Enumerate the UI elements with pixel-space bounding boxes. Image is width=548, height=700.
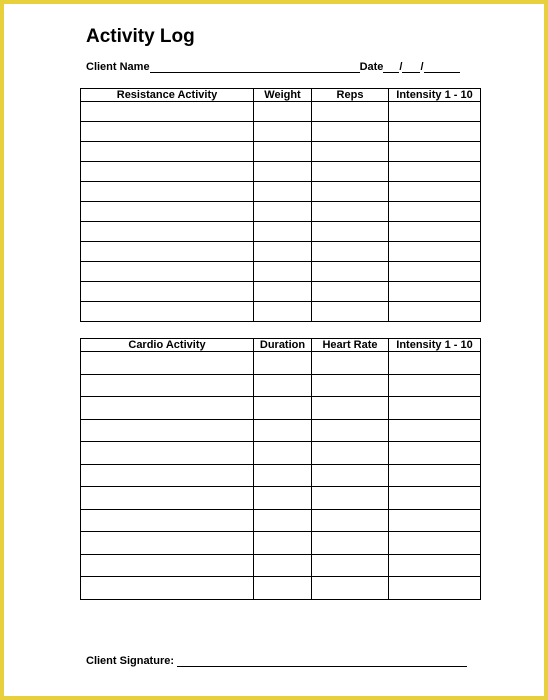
table-cell[interactable] [81,142,254,162]
date-month-field[interactable] [383,63,399,73]
table-header-row [81,89,481,102]
table-cell[interactable] [389,202,481,222]
table-cell[interactable] [81,102,254,122]
table-cell[interactable] [81,577,254,600]
table-cell[interactable] [254,577,312,600]
table-cell[interactable] [312,419,389,442]
header-heart-rate: Heart Rate [312,339,389,352]
table-cell[interactable] [81,374,254,397]
header-weight: Weight [254,89,312,102]
table-cell[interactable] [312,202,389,222]
table-cell[interactable] [389,419,481,442]
table-cell[interactable] [312,262,389,282]
table-cell[interactable] [254,464,312,487]
table-cell[interactable] [389,142,481,162]
table-cell[interactable] [81,554,254,577]
header-duration: Duration [254,339,312,352]
table-cell[interactable] [312,442,389,465]
table-row [81,374,481,397]
table-row [81,282,481,302]
table-cell[interactable] [312,122,389,142]
table-cell[interactable] [254,262,312,282]
table-row [81,142,481,162]
table-cell[interactable] [254,397,312,420]
table-row [81,262,481,282]
table-cell[interactable] [254,102,312,122]
table-row [81,397,481,420]
header-cardio-activity: Cardio Activity [81,339,254,352]
table-cell[interactable] [389,222,481,242]
table-cell[interactable] [389,182,481,202]
table-cell[interactable] [81,464,254,487]
header-reps: Reps [312,89,389,102]
table-cell[interactable] [81,182,254,202]
table-cell[interactable] [254,374,312,397]
header-resistance-activity: Resistance Activity [81,89,254,102]
table-cell[interactable] [389,487,481,510]
table-row [81,442,481,465]
table-row [81,122,481,142]
table-cell[interactable] [312,532,389,555]
table-row [81,182,481,202]
table-cell[interactable] [254,162,312,182]
table-cell[interactable] [312,577,389,600]
table-cell[interactable] [312,302,389,322]
table-cell[interactable] [312,487,389,510]
table-cell[interactable] [389,442,481,465]
table-cell[interactable] [312,374,389,397]
table-cell[interactable] [389,162,481,182]
table-cell[interactable] [389,242,481,262]
table-row [81,302,481,322]
table-cell[interactable] [312,242,389,262]
table-cell[interactable] [254,442,312,465]
table-cell[interactable] [81,442,254,465]
table-row [81,577,481,600]
table-row [81,464,481,487]
date-day-field[interactable] [402,63,420,73]
table-cell[interactable] [389,397,481,420]
client-name-field[interactable] [150,63,360,73]
table-cell[interactable] [389,509,481,532]
table-cell[interactable] [81,222,254,242]
cardio-table-body [81,352,481,600]
table-cell[interactable] [254,554,312,577]
table-cell[interactable] [254,222,312,242]
table-row [81,162,481,182]
table-cell[interactable] [81,162,254,182]
table-cell[interactable] [389,262,481,282]
table-cell[interactable] [254,487,312,510]
table-cell[interactable] [389,122,481,142]
table-cell[interactable] [81,509,254,532]
date-separator-2: / [420,61,424,73]
table-cell[interactable] [81,352,254,375]
table-cell[interactable] [389,374,481,397]
table-row [81,242,481,262]
cardio-activity-table [80,338,481,600]
table-cell[interactable] [254,202,312,222]
table-cell[interactable] [389,352,481,375]
table-cell[interactable] [254,509,312,532]
table-cell[interactable] [312,352,389,375]
table-cell[interactable] [312,464,389,487]
table-cell[interactable] [254,302,312,322]
table-cell[interactable] [81,122,254,142]
table-cell[interactable] [389,464,481,487]
client-info-line [86,61,460,73]
table-cell[interactable] [389,554,481,577]
table-row [81,487,481,510]
table-cell[interactable] [254,122,312,142]
table-cell[interactable] [254,419,312,442]
table-cell[interactable] [312,162,389,182]
resistance-activity-table [80,88,481,322]
table-cell[interactable] [312,282,389,302]
table-cell[interactable] [254,532,312,555]
table-row [81,222,481,242]
table-cell[interactable] [389,282,481,302]
table-header-row [81,339,481,352]
signature-field[interactable] [177,657,467,667]
table-cell[interactable] [312,102,389,122]
table-cell[interactable] [312,182,389,202]
header-intensity: Intensity 1 - 10 [389,339,481,352]
table-cell[interactable] [254,352,312,375]
table-row [81,532,481,555]
table-cell[interactable] [81,262,254,282]
table-cell[interactable] [81,302,254,322]
table-cell[interactable] [81,282,254,302]
table-row [81,352,481,375]
table-cell[interactable] [312,142,389,162]
table-cell[interactable] [312,554,389,577]
table-cell[interactable] [254,242,312,262]
client-name-label: Client Name [86,61,150,73]
resistance-table-body [81,102,481,322]
header-intensity: Intensity 1 - 10 [389,89,481,102]
table-cell[interactable] [81,242,254,262]
date-separator-1: / [399,61,403,73]
table-cell[interactable] [389,102,481,122]
table-cell[interactable] [81,397,254,420]
table-row [81,419,481,442]
signature-line [86,655,467,667]
table-cell[interactable] [254,142,312,162]
table-row [81,202,481,222]
table-cell[interactable] [81,532,254,555]
table-cell[interactable] [254,182,312,202]
table-cell[interactable] [81,419,254,442]
table-cell[interactable] [312,509,389,532]
table-cell[interactable] [312,397,389,420]
table-row [81,102,481,122]
table-cell[interactable] [389,532,481,555]
table-cell[interactable] [389,302,481,322]
signature-label: Client Signature: [86,655,175,667]
page-title: Activity Log [86,26,195,47]
table-cell[interactable] [389,577,481,600]
table-cell[interactable] [81,202,254,222]
table-cell[interactable] [254,282,312,302]
date-label: Date [359,61,384,73]
table-row [81,509,481,532]
date-year-field[interactable] [424,63,460,73]
table-cell[interactable] [312,222,389,242]
table-cell[interactable] [81,487,254,510]
table-row [81,554,481,577]
